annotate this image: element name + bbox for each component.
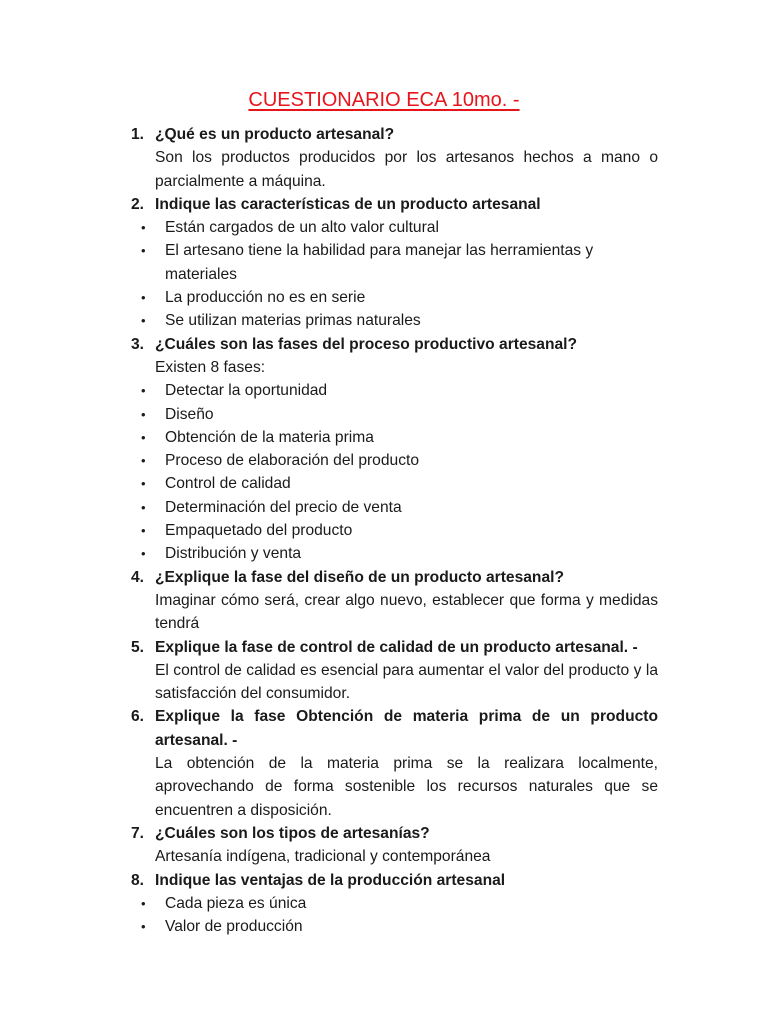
bullet-item: • La producción no es en serie [118, 286, 658, 309]
bullet-item: • Proceso de elaboración del producto [118, 449, 658, 472]
bullet-icon: • [141, 523, 146, 539]
bullet-icon: • [141, 220, 146, 236]
bullet-icon: • [141, 546, 146, 562]
bullet-list [118, 216, 658, 332]
bullet-icon: • [141, 290, 146, 306]
bullet-item: • Diseño [118, 403, 658, 426]
question-item [118, 123, 658, 193]
answer-text: Imaginar cómo será, crear algo nuevo, establecer que forma y medidas tendrá [155, 591, 658, 633]
answer-text: Son los productos producidos por los artesanos hechos a mano o parcialmente a máquina. [155, 149, 658, 190]
bullet-icon: • [141, 476, 146, 492]
question-item [118, 636, 658, 706]
question-number: 6. [131, 708, 145, 726]
question-number: 7. [131, 824, 145, 842]
question-item [118, 822, 658, 869]
bullet-item: • Valor de producción [118, 915, 658, 938]
answer-text: Existen 8 fases: [155, 358, 266, 376]
bullet-icon: • [141, 406, 146, 422]
bullet-item: • Determinación del precio de venta [118, 496, 658, 519]
question-number: 4. [131, 568, 145, 586]
question-text: Indique las ventajas de la producción artesanal [155, 871, 506, 889]
bullet-item: • Control de calidad [118, 472, 658, 495]
question-number: 8. [131, 871, 145, 889]
question-text: Explique la fase Obtención de materia prima de un producto artesanal. - [155, 708, 658, 749]
bullet-icon: • [141, 895, 146, 911]
question-text: Explique la fase de control de calidad de un producto artesanal. - [155, 638, 638, 656]
question-number: 1. [131, 126, 145, 143]
bullet-item: • Empaquetado del producto [118, 519, 658, 542]
question-text: ¿Cuáles son las fases del proceso productivo artesanal? [155, 335, 578, 353]
answer-text: El control de calidad es esencial para aumentar el valor del producto y la satisfacción del consumidor. [155, 661, 658, 703]
bullet-icon: • [141, 313, 146, 329]
question-item [118, 193, 658, 216]
bullet-item: • El artesano tiene la habilidad para manejar las herramientas y materiales [118, 239, 658, 286]
bullet-list [118, 892, 658, 939]
bullet-item: • Detectar la oportunidad [118, 379, 658, 402]
bullet-item: • Están cargados de un alto valor cultural [118, 216, 658, 239]
bullet-item: • Obtención de la materia prima [118, 426, 658, 449]
answer-text: La obtención de la materia prima se la realizara localmente, aprovechando de forma sostenible los recursos naturales que se encuentren a disposición. [155, 755, 658, 819]
question-number: 2. [131, 195, 145, 213]
question-text: ¿Qué es un producto artesanal? [155, 126, 395, 143]
question-text: ¿Explique la fase del diseño de un producto artesanal? [155, 568, 564, 586]
question-item [118, 566, 658, 636]
question-item [118, 705, 658, 821]
question-item [118, 869, 658, 892]
questionnaire [118, 123, 658, 938]
bullet-icon: • [141, 429, 146, 445]
bullet-icon: • [141, 383, 146, 399]
question-text: Indique las características de un producto artesanal [155, 195, 541, 213]
bullet-icon: • [141, 499, 146, 515]
bullet-item: • Se utilizan materias primas naturales [118, 309, 658, 332]
question-text: ¿Cuáles son los tipos de artesanías? [155, 824, 430, 842]
bullet-item: • Distribución y venta [118, 542, 658, 565]
answer-text: Artesanía indígena, tradicional y contemporánea [155, 848, 491, 866]
question-number: 5. [131, 638, 145, 656]
bullet-item: • Cada pieza es única [118, 892, 658, 915]
question-item [118, 333, 658, 380]
bullet-list [118, 379, 658, 565]
bullet-icon: • [141, 919, 146, 935]
bullet-icon: • [141, 243, 146, 259]
bullet-icon: • [141, 453, 146, 469]
document-title: CUESTIONARIO ECA 10mo. - [248, 89, 520, 111]
question-number: 3. [131, 335, 145, 353]
